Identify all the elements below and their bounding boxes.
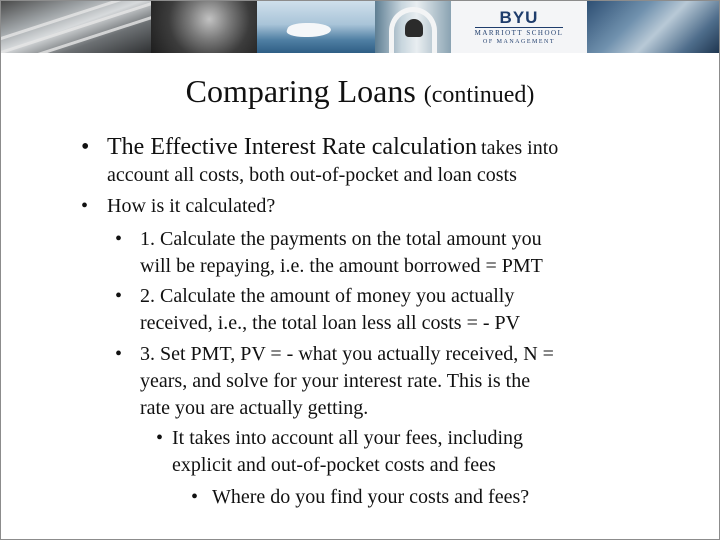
bullet-effective-rate-tail: takes into: [481, 137, 559, 159]
bullet-glyph: •: [81, 134, 90, 160]
step3-line3: rate you are actually getting.: [140, 397, 369, 419]
header-banner: [1, 1, 719, 53]
step1-line2: will be repaying, i.e. the amount borrowed = PMT: [140, 255, 543, 277]
slide-title: [1, 71, 719, 115]
banner-photo-dark: [151, 1, 257, 53]
fees-line1: It takes into account all your fees, including: [172, 427, 524, 449]
step3-line1: 3. Set PMT, PV = - what you actually received, N =: [140, 343, 554, 365]
banner-photo-building: [587, 1, 719, 53]
logo-school-line1: MARRIOTT SCHOOL: [474, 28, 564, 37]
step3-line2: years, and solve for your interest rate. This is the: [140, 370, 531, 392]
bullet-effective-rate: [107, 135, 558, 162]
bullet-effective-rate-text: The Effective Interest Rate calculation: [107, 134, 478, 160]
step1-line1: 1. Calculate the payments on the total amount you: [140, 228, 542, 250]
step2-line1: 2. Calculate the amount of money you actually: [140, 285, 515, 307]
bell-icon: [405, 19, 423, 37]
bullet-glyph: •: [81, 195, 89, 217]
step2-line2: received, i.e., the total loan less all costs = - PV: [140, 312, 521, 334]
title-main: Comparing Loans: [185, 73, 416, 109]
bullet-glyph: •: [156, 427, 164, 449]
byu-logo: [451, 1, 587, 53]
question-line: Where do you find your costs and fees?: [212, 486, 530, 508]
bullet-glyph: •: [115, 285, 123, 307]
logo-byu-text: BYU: [499, 7, 539, 27]
bullet-glyph: •: [191, 486, 199, 508]
title-sub: (continued): [423, 82, 535, 108]
banner-photo-bell-tower: [375, 1, 451, 53]
banner-photo-mountain-y: [257, 1, 375, 53]
bullet-glyph: •: [115, 343, 123, 365]
bullet-glyph: •: [115, 228, 123, 250]
banner-photo-statue: [1, 1, 151, 53]
bullet-how-calculated: How is it calculated?: [107, 195, 276, 217]
bullet-effective-rate-line2: account all costs, both out-of-pocket and loan costs: [107, 164, 517, 186]
fees-line2: explicit and out-of-pocket costs and fees: [172, 454, 496, 476]
logo-school-line2: OF MANAGEMENT: [483, 38, 555, 45]
